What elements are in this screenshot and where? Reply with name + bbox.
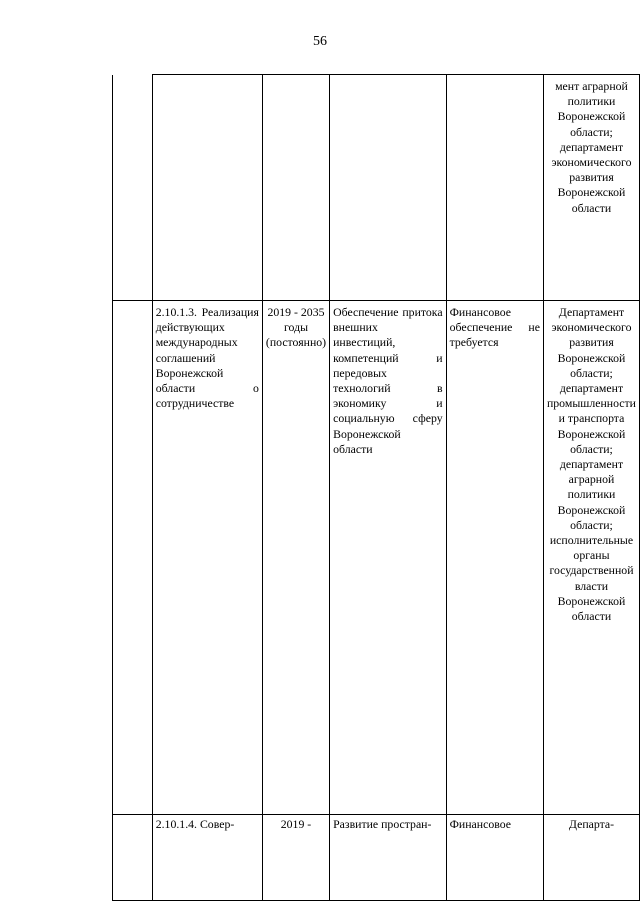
measure-title-cell xyxy=(152,75,262,301)
financing-cell: Финансовое xyxy=(446,815,543,901)
period-cell xyxy=(262,75,329,301)
measure-title-cell: 2.10.1.3. Реализация действующих международных соглашений Воронежской области о сотрудничестве xyxy=(152,301,262,815)
expected-result-cell: Развитие простран- xyxy=(330,815,446,901)
expected-result-cell xyxy=(330,75,446,301)
page-number: 56 xyxy=(313,34,327,49)
table-row xyxy=(113,815,640,901)
executor-cell: Департамент экономического развития Воронежской области; департамент промышленности и транспорта Воронежской области; департамент аграрной политики Воронежской области; исполнительные органы государственной власти Воронежской области xyxy=(543,301,639,815)
executor-cell: Департа- xyxy=(543,815,639,901)
row-number-cell xyxy=(113,75,153,301)
row-number-cell xyxy=(113,815,153,901)
period-cell: 2019 - xyxy=(262,815,329,901)
table-row xyxy=(113,301,640,815)
financing-cell xyxy=(446,75,543,301)
period-cell: 2019 - 2035 годы (постоянно) xyxy=(262,301,329,815)
measure-title-cell: 2.10.1.4. Совер- xyxy=(152,815,262,901)
row-number-cell xyxy=(113,301,153,815)
expected-result-cell: Обеспечение притока внешних инвестиций, компетенций и передовых технологий в экономику и социальную сферу Воронежской области xyxy=(330,301,446,815)
activities-table xyxy=(112,74,640,901)
executor-cell: мент аграрной политики Воронежской области; департамент экономического развития Воронежской области xyxy=(543,75,639,301)
table-row xyxy=(113,75,640,301)
financing-cell: Финансовое обеспечение не требуется xyxy=(446,301,543,815)
